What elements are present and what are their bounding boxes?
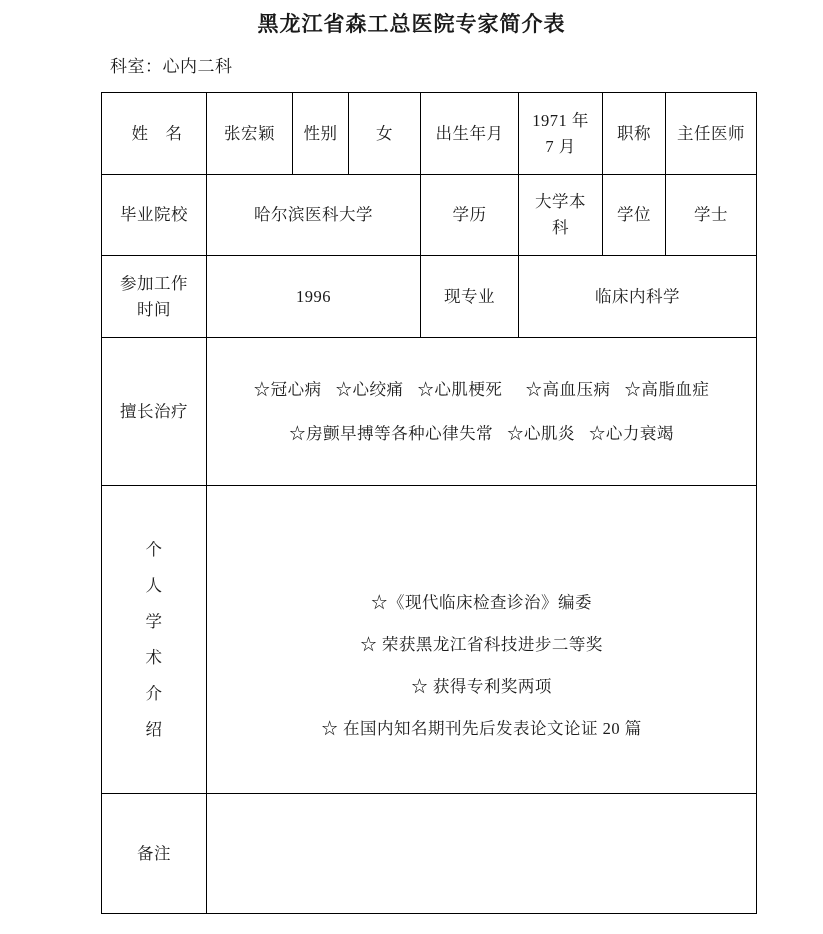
label-academic-char-4: 术 [145, 647, 163, 667]
value-birth-date [519, 93, 603, 175]
label-education-level: 学历 [421, 175, 519, 256]
academic-item-2: ☆ 荣获黑龙江省科技进步二等奖 [360, 634, 603, 654]
label-name: 姓 名 [102, 93, 207, 175]
label-graduate-school: 毕业院校 [102, 175, 207, 256]
value-specialty [207, 338, 757, 486]
value-birth-date-month: 7 月 [545, 136, 576, 156]
table-row-education [102, 175, 757, 256]
academic-item-3: ☆ 获得专利奖两项 [411, 676, 552, 696]
value-education-level-line2: 科 [552, 218, 569, 237]
value-birth-date-year: 1971 年 [532, 110, 589, 130]
value-education-level-line1: 大学本 [535, 192, 586, 211]
value-current-major: 临床内科学 [519, 256, 757, 338]
label-specialty: 擅长治疗 [102, 338, 207, 486]
label-current-major: 现专业 [421, 256, 519, 338]
table-row-work [102, 256, 757, 338]
value-remarks [207, 794, 757, 914]
value-name: 张宏颖 [207, 93, 293, 175]
academic-item-1: ☆《现代临床检查诊治》编委 [371, 592, 592, 612]
value-academic-intro [207, 486, 757, 794]
label-work-start-line1: 参加工作 [120, 273, 188, 293]
value-graduate-school: 哈尔滨医科大学 [207, 175, 421, 256]
expert-profile-table [101, 92, 757, 914]
label-academic-char-3: 学 [145, 611, 163, 631]
value-gender: 女 [349, 93, 421, 175]
value-degree: 学士 [666, 175, 757, 256]
table-row-remarks [102, 794, 757, 914]
table-row-academic [102, 486, 757, 794]
label-birth-date: 出生年月 [421, 93, 519, 175]
label-gender: 性别 [293, 93, 349, 175]
specialty-line-1: ☆冠心病 ☆心绞痛 ☆心肌梗死 ☆高血压病 ☆高脂血症 [253, 379, 710, 399]
label-academic-char-6: 绍 [145, 719, 163, 739]
specialty-line-2: ☆房颤早搏等各种心律失常 ☆心肌炎 ☆心力衰竭 [289, 423, 674, 443]
department-line: 科室：心内二科 [110, 57, 233, 76]
academic-item-4: ☆ 在国内知名期刊先后发表论文论证 20 篇 [321, 718, 642, 738]
academic-spacer [210, 530, 753, 582]
value-job-title: 主任医师 [666, 93, 757, 175]
label-academic-intro-vertical [105, 532, 203, 748]
label-academic-intro [102, 486, 207, 794]
value-education-level [519, 175, 603, 256]
value-work-start-year: 1996 [207, 256, 421, 338]
label-remarks: 备注 [102, 794, 207, 914]
table-row-specialty [102, 338, 757, 486]
label-academic-char-1: 个 [145, 539, 163, 559]
label-degree: 学位 [603, 175, 666, 256]
label-academic-char-5: 介 [145, 683, 163, 703]
label-academic-char-2: 人 [145, 575, 163, 595]
page-title: 黑龙江省森工总医院专家简介表 [257, 12, 566, 36]
label-work-start-line2: 时间 [137, 299, 171, 319]
label-work-start [102, 256, 207, 338]
label-job-title: 职称 [603, 93, 666, 175]
table-row-name [102, 93, 757, 175]
